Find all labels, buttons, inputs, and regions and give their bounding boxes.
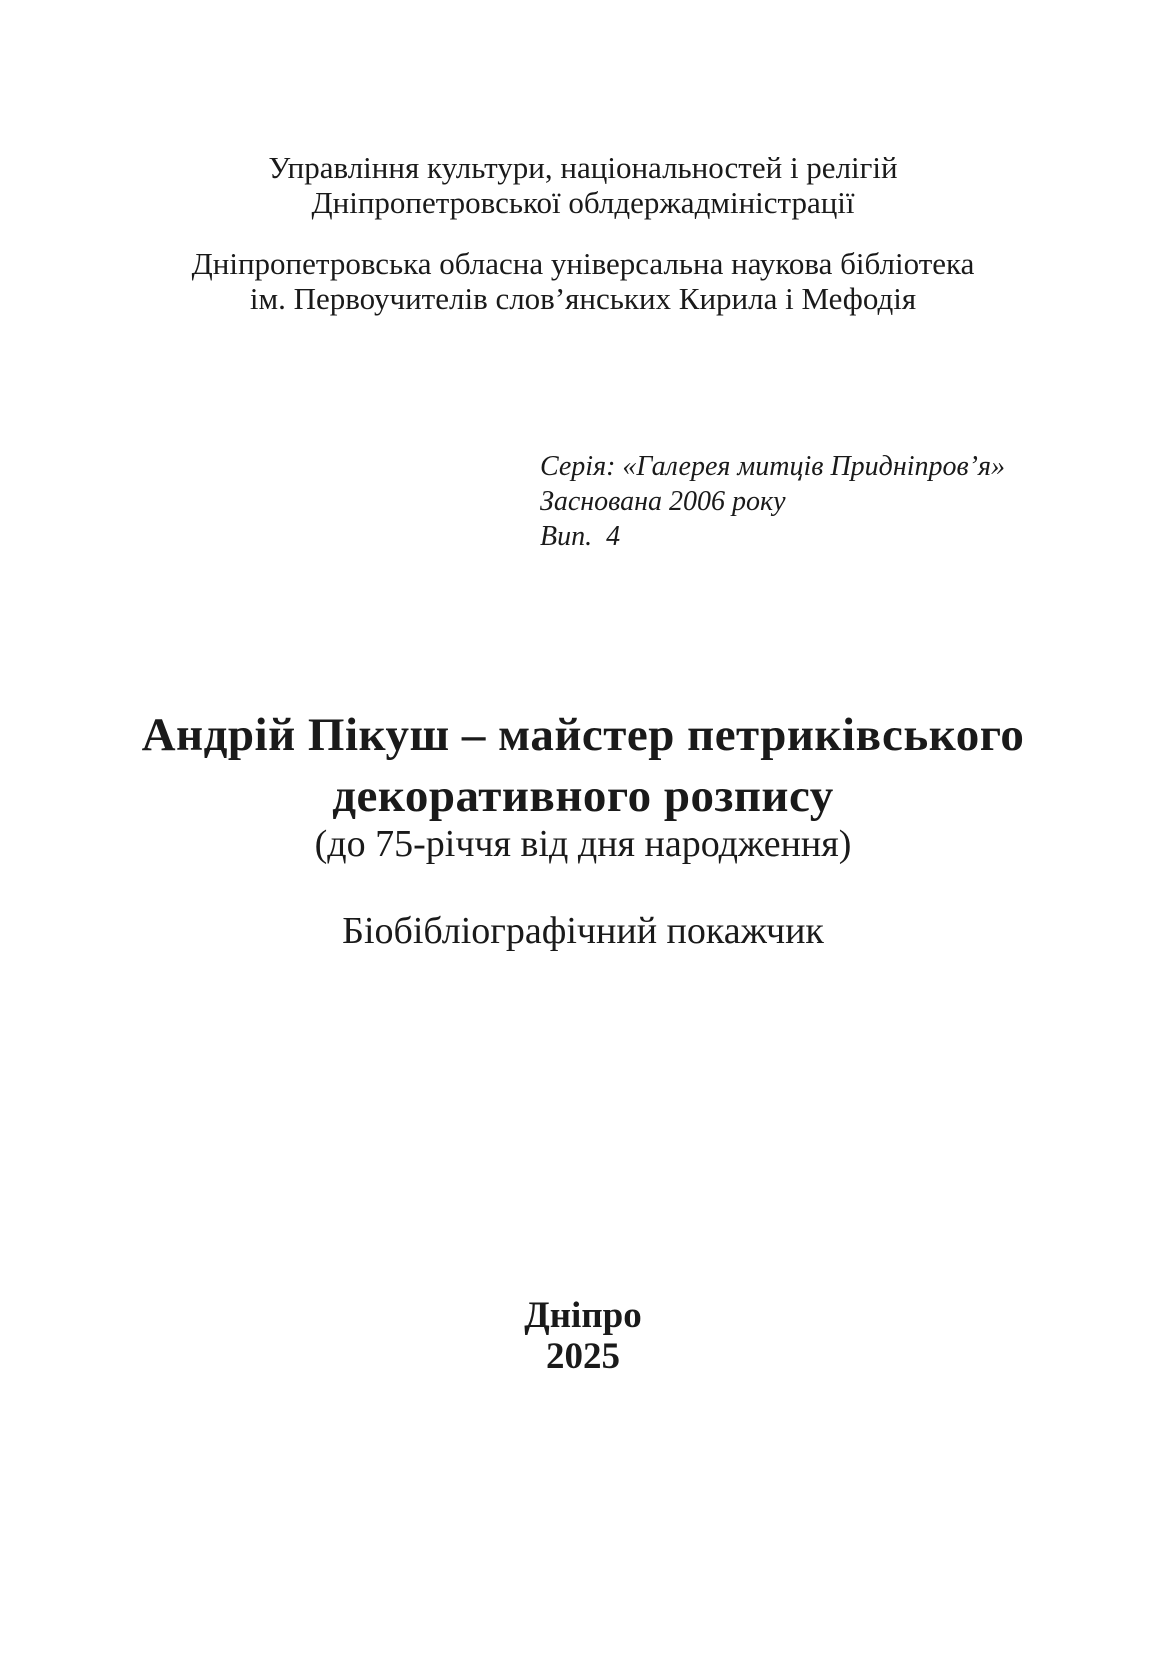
series-info (540, 449, 1005, 554)
series-issue-line: Вип. 4 (540, 521, 621, 552)
publication-type: Біобібліографічний покажчик (342, 910, 824, 952)
title-line: Андрій Пікуш – майстер петриківського (141, 709, 1025, 761)
library-line: Дніпропетровська обласна універсальна наукова бібліотека (191, 246, 975, 281)
imprint-year: 2025 (546, 1336, 620, 1377)
department-line: Дніпропетровської облдержадміністрації (311, 185, 855, 220)
book-title (0, 705, 1166, 827)
title-subtitle: (до 75-річчя від дня народження) (314, 823, 852, 865)
library-name (0, 246, 1166, 316)
title-line: декоративного розпису (332, 770, 834, 822)
series-title-line: Серія: «Галерея митців Придніпров’я» (540, 451, 1005, 482)
series-founded-line: Заснована 2006 року (540, 486, 786, 517)
library-line: ім. Первоучителів слов’янських Кирила і Мефодія (249, 281, 917, 316)
imprint-city: Дніпро (524, 1295, 642, 1336)
department-line: Управління культури, національностей і релігій (268, 150, 898, 185)
publisher-department (0, 150, 1166, 220)
imprint (0, 1295, 1166, 1377)
